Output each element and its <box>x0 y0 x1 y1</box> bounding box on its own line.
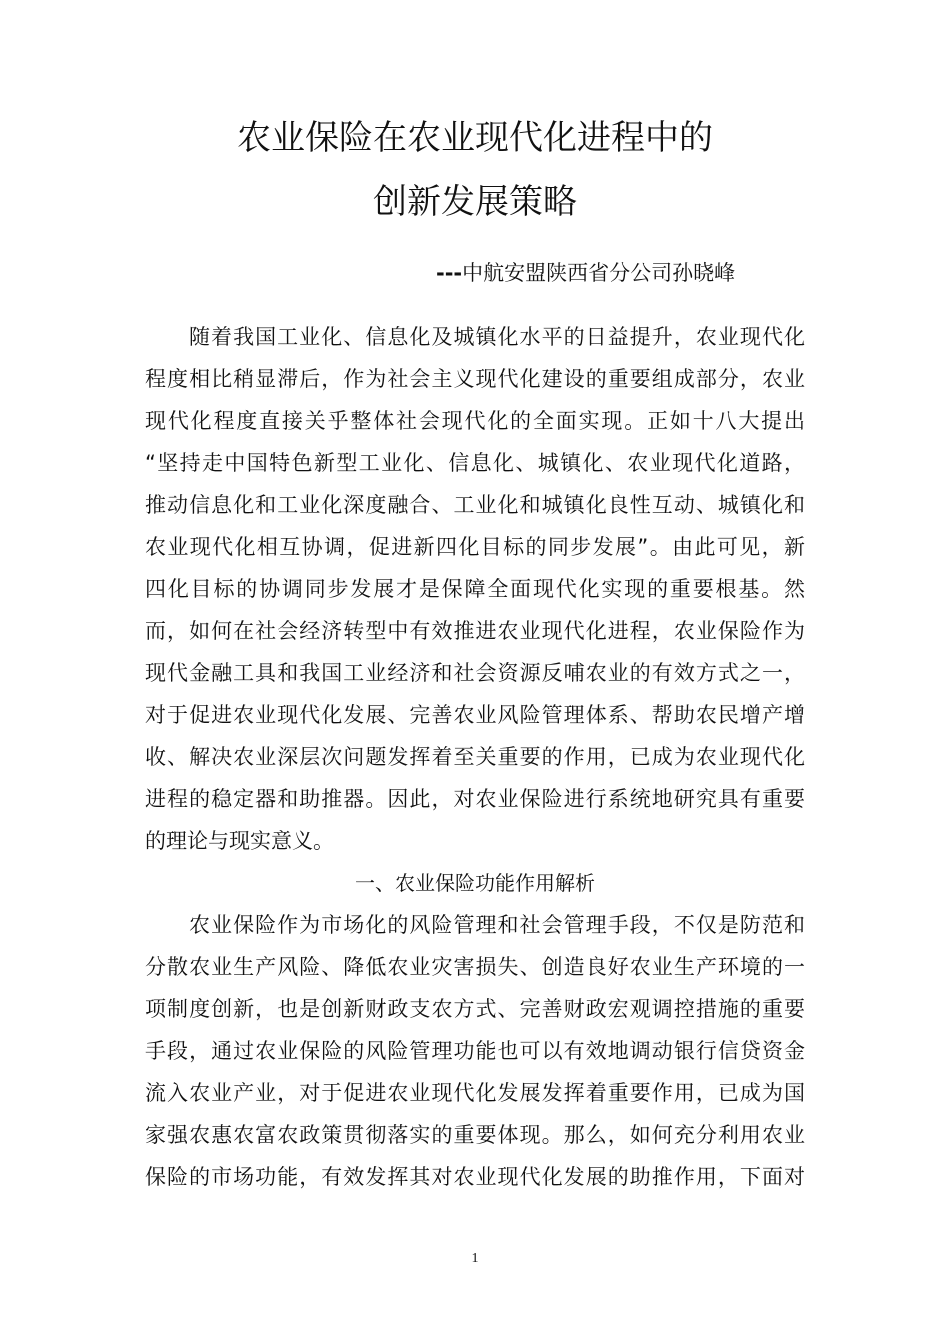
intro-line: “坚持走中国特色新型工业化、信息化、城镇化、农业现代化道路， <box>145 451 805 475</box>
intro-line: 四化目标的协调同步发展才是保障全面现代化实现的重要根基。然 <box>145 577 805 601</box>
section-line: 农业保险作为市场化的风险管理和社会管理手段，不仅是防范和 <box>189 913 805 937</box>
page-number: 1 <box>471 1251 479 1266</box>
section-line: 保险的市场功能，有效发挥其对农业现代化发展的助推作用，下面对 <box>145 1165 805 1189</box>
author-name: 中航安盟陕西省分公司孙晓峰 <box>462 261 736 285</box>
document-title-line-1: 农业保险在农业现代化进程中的 <box>237 118 713 158</box>
author-dashes: --- <box>436 261 463 285</box>
intro-line: 的理论与现实意义。 <box>145 829 334 853</box>
intro-line: 现代金融工具和我国工业经济和社会资源反哺农业的有效方式之一， <box>145 661 805 685</box>
intro-line: 而，如何在社会经济转型中有效推进农业现代化进程，农业保险作为 <box>145 619 805 643</box>
section-line: 分散农业生产风险、降低农业灾害损失、创造良好农业生产环境的一 <box>145 955 805 979</box>
section-line: 手段，通过农业保险的风险管理功能也可以有效地调动银行信贷资金 <box>145 1039 805 1063</box>
section-heading: 一、农业保险功能作用解析 <box>355 871 595 895</box>
author-byline <box>436 258 735 288</box>
intro-line: 进程的稳定器和助推器。因此，对农业保险进行系统地研究具有重要 <box>145 787 805 811</box>
intro-line: 现代化程度直接关乎整体社会现代化的全面实现。正如十八大提出 <box>145 409 805 433</box>
intro-line: 程度相比稍显滞后，作为社会主义现代化建设的重要组成部分，农业 <box>145 367 805 391</box>
document-title-line-2: 创新发展策略 <box>373 182 577 222</box>
section-line: 项制度创新，也是创新财政支农方式、完善财政宏观调控措施的重要 <box>145 997 805 1021</box>
section-line: 家强农惠农富农政策贯彻落实的重要体现。那么，如何充分利用农业 <box>145 1123 805 1147</box>
intro-line: 对于促进农业现代化发展、完善农业风险管理体系、帮助农民增产增 <box>145 703 805 727</box>
intro-line: 推动信息化和工业化深度融合、工业化和城镇化良性互动、城镇化和 <box>145 493 805 517</box>
intro-line: 农业现代化相互协调，促进新四化目标的同步发展”。由此可见，新 <box>145 535 805 559</box>
intro-line: 收、解决农业深层次问题发挥着至关重要的作用，已成为农业现代化 <box>145 745 805 769</box>
intro-line: 随着我国工业化、信息化及城镇化水平的日益提升，农业现代化 <box>189 325 805 349</box>
section-line: 流入农业产业，对于促进农业现代化发展发挥着重要作用，已成为国 <box>145 1081 805 1105</box>
